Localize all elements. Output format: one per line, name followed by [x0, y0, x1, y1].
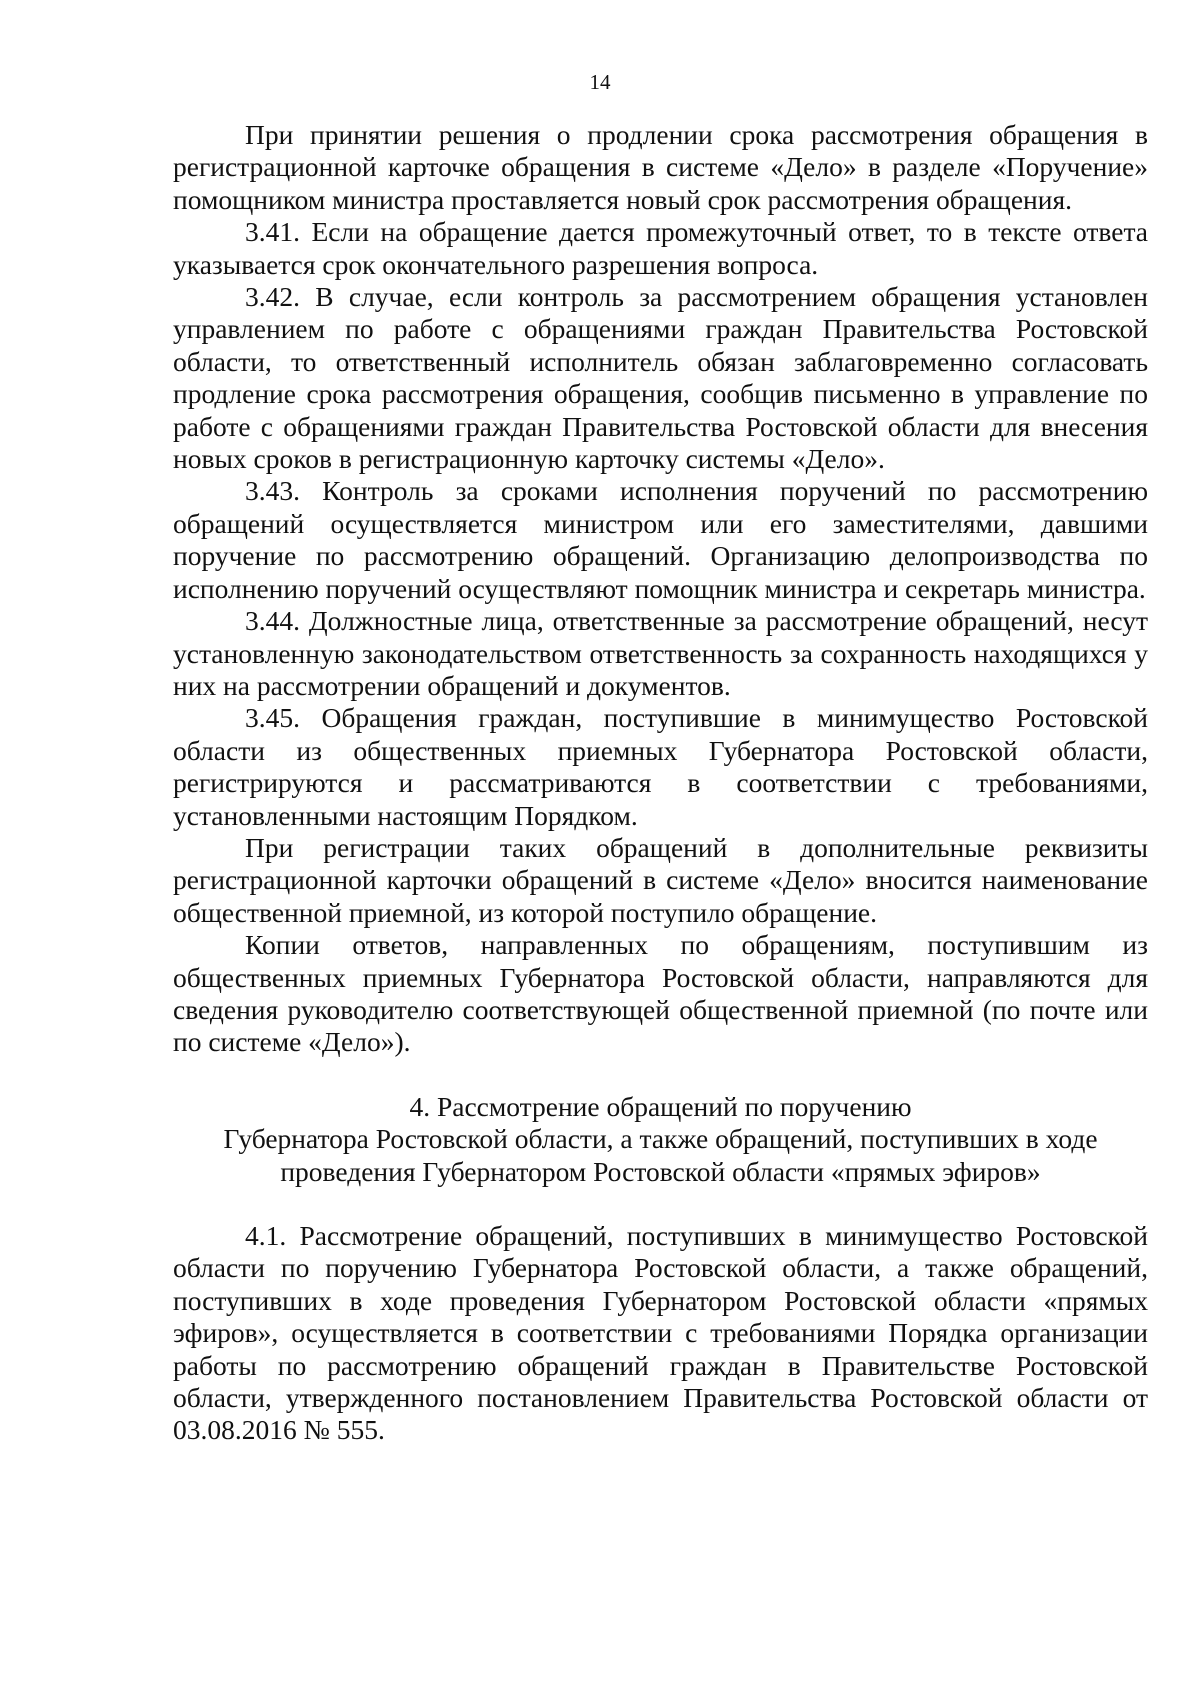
section-heading-line: 4. Рассмотрение обращений по поручению [409, 1090, 912, 1122]
paragraph-answer-copies: Копии ответов, направленных по обращениям, поступившим из общественных приемных Губернатора Ростовской области, направляются для сведения руководителю соответствующей общественной приемной (по почте или по системе «Дело»). [173, 929, 1148, 1058]
section-heading-line: проведения Губернатором Ростовской области «прямых эфиров» [280, 1155, 1041, 1187]
paragraph-3-44: 3.44. Должностные лица, ответственные за рассмотрение обращений, несут установленную законодательством ответственность за сохранность находящихся у них на рассмотрении обращений и документов. [173, 605, 1148, 701]
paragraph-3-42: 3.42. В случае, если контроль за рассмотрением обращения установлен управлением по работе с обращениями граждан Правительства Ростовской области, то ответственный исполнитель обязан заблаговременно согласовать продление срока рассмотрения обращения, сообщив письменно в управление по работе с обращениями граждан Правительства Ростовской области для внесения новых сроков в регистрационную карточку системы «Дело». [173, 281, 1148, 475]
paragraph-extension-decision: При принятии решения о продлении срока рассмотрения обращения в регистрационной карточке обращения в системе «Дело» в разделе «Поручение» помощником министра проставляется новый срок рассмотрения обращения. [173, 119, 1148, 215]
paragraph-3-41: 3.41. Если на обращение дается промежуточный ответ, то в тексте ответа указывается срок окончательного разрешения вопроса. [173, 216, 1148, 280]
paragraph-3-45: 3.45. Обращения граждан, поступившие в минимущество Ростовской области из общественных приемных Губернатора Ростовской области, регистрируются и рассматриваются в соответствии с требованиями, установленными настоящим Порядком. [173, 702, 1148, 831]
paragraph-registration-details: При регистрации таких обращений в дополнительные реквизиты регистрационной карточки обращений в системе «Дело» вносится наименование общественной приемной, из которой поступило обращение. [173, 831, 1148, 928]
document-body [173, 119, 1148, 1447]
section-heading-line: Губернатора Ростовской области, а также обращений, поступивших в ходе [223, 1123, 1098, 1155]
section-heading [173, 1091, 1148, 1188]
paragraph-3-43: 3.43. Контроль за сроками исполнения поручений по рассмотрению обращений осуществляется министром или его заместителями, давшими поручение по рассмотрению обращений. Организацию делопроизводства по исполнению поручений осуществляют помощник министра и секретарь министра. [173, 475, 1148, 604]
page-number: 14 [589, 70, 611, 94]
paragraph-4-1: 4.1. Рассмотрение обращений, поступивших в минимущество Ростовской области по поручению Губернатора Ростовской области, а также обращений, поступивших в ходе проведения Губернатором Ростовской области «прямых эфиров», осуществляется в соответствии с требованиями Порядка организации работы по рассмотрению обращений граждан в Правительстве Ростовской области, утвержденного постановлением Правительства Ростовской области от 03.08.2016 № 555. [173, 1220, 1148, 1446]
